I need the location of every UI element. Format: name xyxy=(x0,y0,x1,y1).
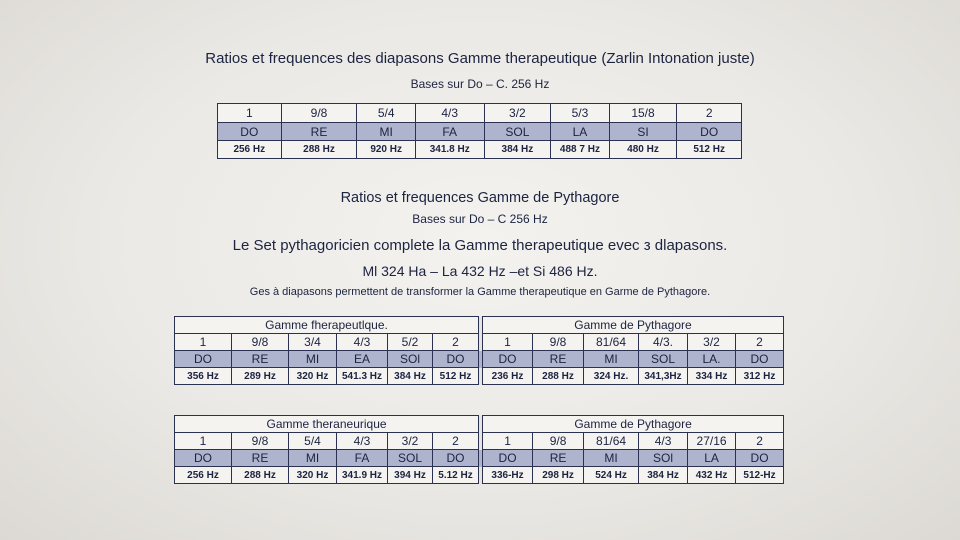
note-cell: SOL xyxy=(639,351,688,368)
note-cell: SOL xyxy=(484,123,551,141)
frequency-row xyxy=(218,141,742,159)
ratio-cell: 9/8 xyxy=(232,433,289,450)
note-cell: MI xyxy=(584,450,639,467)
ratio-cell: 3/2 xyxy=(688,334,736,351)
note-cell: SOL xyxy=(388,450,433,467)
frequency-cell: 488 7 Hz xyxy=(551,141,609,159)
page-subtitle: Bases sur Do – C. 256 Hz xyxy=(410,77,550,91)
frequency-cell: 920 Hz xyxy=(357,141,415,159)
ratio-cell: 5/4 xyxy=(289,433,337,450)
header-row xyxy=(175,416,784,433)
frequency-cell: 324 Hz. xyxy=(584,368,639,385)
note-row xyxy=(175,351,784,368)
frequency-cell: 320 Hz xyxy=(289,467,337,484)
note-cell: SOl xyxy=(388,351,433,368)
frequency-cell: 236 Hz xyxy=(483,368,533,385)
page-title: Ratios et frequences des diapasons Gamme therapeutique (Zarlin Intonation juste) xyxy=(205,50,755,67)
note-cell: DO xyxy=(483,450,533,467)
set-note: Ges à diapasons permettent de transformer la Gamme therapeutique en Garme de Pythagore. xyxy=(249,286,711,298)
ratio-cell: 3/4 xyxy=(289,334,337,351)
ratio-cell: 81/64 xyxy=(584,334,639,351)
frequency-cell: 288 Hz xyxy=(232,467,289,484)
frequency-cell: 541.3 Hz xyxy=(337,368,388,385)
header-row xyxy=(175,317,784,334)
frequency-row xyxy=(175,368,784,385)
ratio-cell: 4/3 xyxy=(337,433,388,450)
therapeutic-scale-table xyxy=(217,103,742,159)
ratio-cell: 1 xyxy=(483,433,533,450)
frequency-cell: 312 Hz xyxy=(736,368,784,385)
frequency-cell: 480 Hz xyxy=(609,141,677,159)
ratio-cell: 2 xyxy=(677,104,742,123)
frequency-cell: 5.12 Hz xyxy=(433,467,479,484)
ratio-cell: 3/2 xyxy=(484,104,551,123)
note-cell: DO xyxy=(483,351,533,368)
frequency-cell: 432 Hz xyxy=(688,467,736,484)
note-cell: RE xyxy=(533,351,584,368)
therapeutic-header: Gamme fherapeutlque. xyxy=(175,317,479,334)
frequency-cell: 288 Hz xyxy=(281,141,357,159)
ratio-cell: 9/8 xyxy=(533,433,584,450)
frequency-cell: 384 Hz xyxy=(639,467,688,484)
frequency-cell: 341,3Hz xyxy=(639,368,688,385)
note-cell: RE xyxy=(232,450,289,467)
frequency-cell: 341.9 Hz xyxy=(337,467,388,484)
ratio-cell: 27/16 xyxy=(688,433,736,450)
note-cell: RE xyxy=(232,351,289,368)
therapeutic-header: Gamme theraneurique xyxy=(175,416,479,433)
ratio-cell: 2 xyxy=(433,433,479,450)
note-cell: SOl xyxy=(639,450,688,467)
frequency-cell: 384 Hz xyxy=(484,141,551,159)
pythagore-header: Gamme de Pythagore xyxy=(483,317,784,334)
ratio-row xyxy=(218,104,742,123)
frequency-cell: 256 Hz xyxy=(218,141,282,159)
ratio-cell: 5/2 xyxy=(388,334,433,351)
frequency-cell: 341.8 Hz xyxy=(415,141,484,159)
note-cell: DO xyxy=(175,351,232,368)
note-cell: EA xyxy=(337,351,388,368)
frequency-cell: 384 Hz xyxy=(388,368,433,385)
ratio-cell: 4/3 xyxy=(415,104,484,123)
comparison-table-2 xyxy=(174,415,784,484)
note-cell: FA xyxy=(415,123,484,141)
note-cell: DO xyxy=(218,123,282,141)
note-row xyxy=(218,123,742,141)
frequency-cell: 394 Hz xyxy=(388,467,433,484)
note-cell: RE xyxy=(281,123,357,141)
frequency-cell: 512 Hz xyxy=(677,141,742,159)
ratio-cell: 81/64 xyxy=(584,433,639,450)
frequency-cell: 256 Hz xyxy=(175,467,232,484)
ratio-row xyxy=(175,334,784,351)
frequency-cell: 524 Hz xyxy=(584,467,639,484)
note-cell: DO xyxy=(677,123,742,141)
note-cell: LA xyxy=(551,123,609,141)
ratio-cell: 4/3 xyxy=(639,433,688,450)
frequency-cell: 298 Hz xyxy=(533,467,584,484)
frequency-cell: 336-Hz xyxy=(483,467,533,484)
frequency-cell: 289 Hz xyxy=(232,368,289,385)
ratio-cell: 4/3 xyxy=(337,334,388,351)
note-cell: FA xyxy=(337,450,388,467)
note-cell: DO xyxy=(736,450,784,467)
ratio-cell: 2 xyxy=(736,433,784,450)
note-cell: MI xyxy=(357,123,415,141)
ratio-cell: 1 xyxy=(175,433,232,450)
ratio-cell: 1 xyxy=(218,104,282,123)
comparison-table-1 xyxy=(174,316,784,385)
ratio-cell: 5/3 xyxy=(551,104,609,123)
ratio-cell: 3/2 xyxy=(388,433,433,450)
ratio-cell: 2 xyxy=(433,334,479,351)
frequency-cell: 356 Hz xyxy=(175,368,232,385)
ratio-cell: 9/8 xyxy=(232,334,289,351)
frequency-cell: 288 Hz xyxy=(533,368,584,385)
note-cell: DO xyxy=(175,450,232,467)
note-cell: MI xyxy=(289,450,337,467)
ratio-cell: 9/8 xyxy=(281,104,357,123)
note-cell: LA. xyxy=(688,351,736,368)
pythagore-header: Gamme de Pythagore xyxy=(483,416,784,433)
frequency-cell: 512-Hz xyxy=(736,467,784,484)
ratio-cell: 15/8 xyxy=(609,104,677,123)
ratio-row xyxy=(175,433,784,450)
note-cell: MI xyxy=(289,351,337,368)
section-title: Ratios et frequences Gamme de Pythagore xyxy=(340,190,620,206)
note-cell: DO xyxy=(433,351,479,368)
ratio-cell: 9/8 xyxy=(533,334,584,351)
set-frequencies: Ml 324 Ha – La 432 Hz –et Si 486 Hz. xyxy=(362,263,598,279)
frequency-row xyxy=(175,467,784,484)
frequency-cell: 512 Hz xyxy=(433,368,479,385)
frequency-cell: 334 Hz xyxy=(688,368,736,385)
section-subtitle: Bases sur Do – C 256 Hz xyxy=(412,212,548,226)
ratio-cell: 1 xyxy=(175,334,232,351)
note-cell: SI xyxy=(609,123,677,141)
ratio-cell: 5/4 xyxy=(357,104,415,123)
note-cell: DO xyxy=(433,450,479,467)
note-cell: DO xyxy=(736,351,784,368)
note-cell: LA xyxy=(688,450,736,467)
set-description: Le Set pythagoricien complete la Gamme therapeutique evec з dlapasons. xyxy=(232,237,728,254)
note-row xyxy=(175,450,784,467)
ratio-cell: 2 xyxy=(736,334,784,351)
note-cell: RE xyxy=(533,450,584,467)
ratio-cell: 1 xyxy=(483,334,533,351)
note-cell: MI xyxy=(584,351,639,368)
frequency-cell: 320 Hz xyxy=(289,368,337,385)
ratio-cell: 4/3. xyxy=(639,334,688,351)
